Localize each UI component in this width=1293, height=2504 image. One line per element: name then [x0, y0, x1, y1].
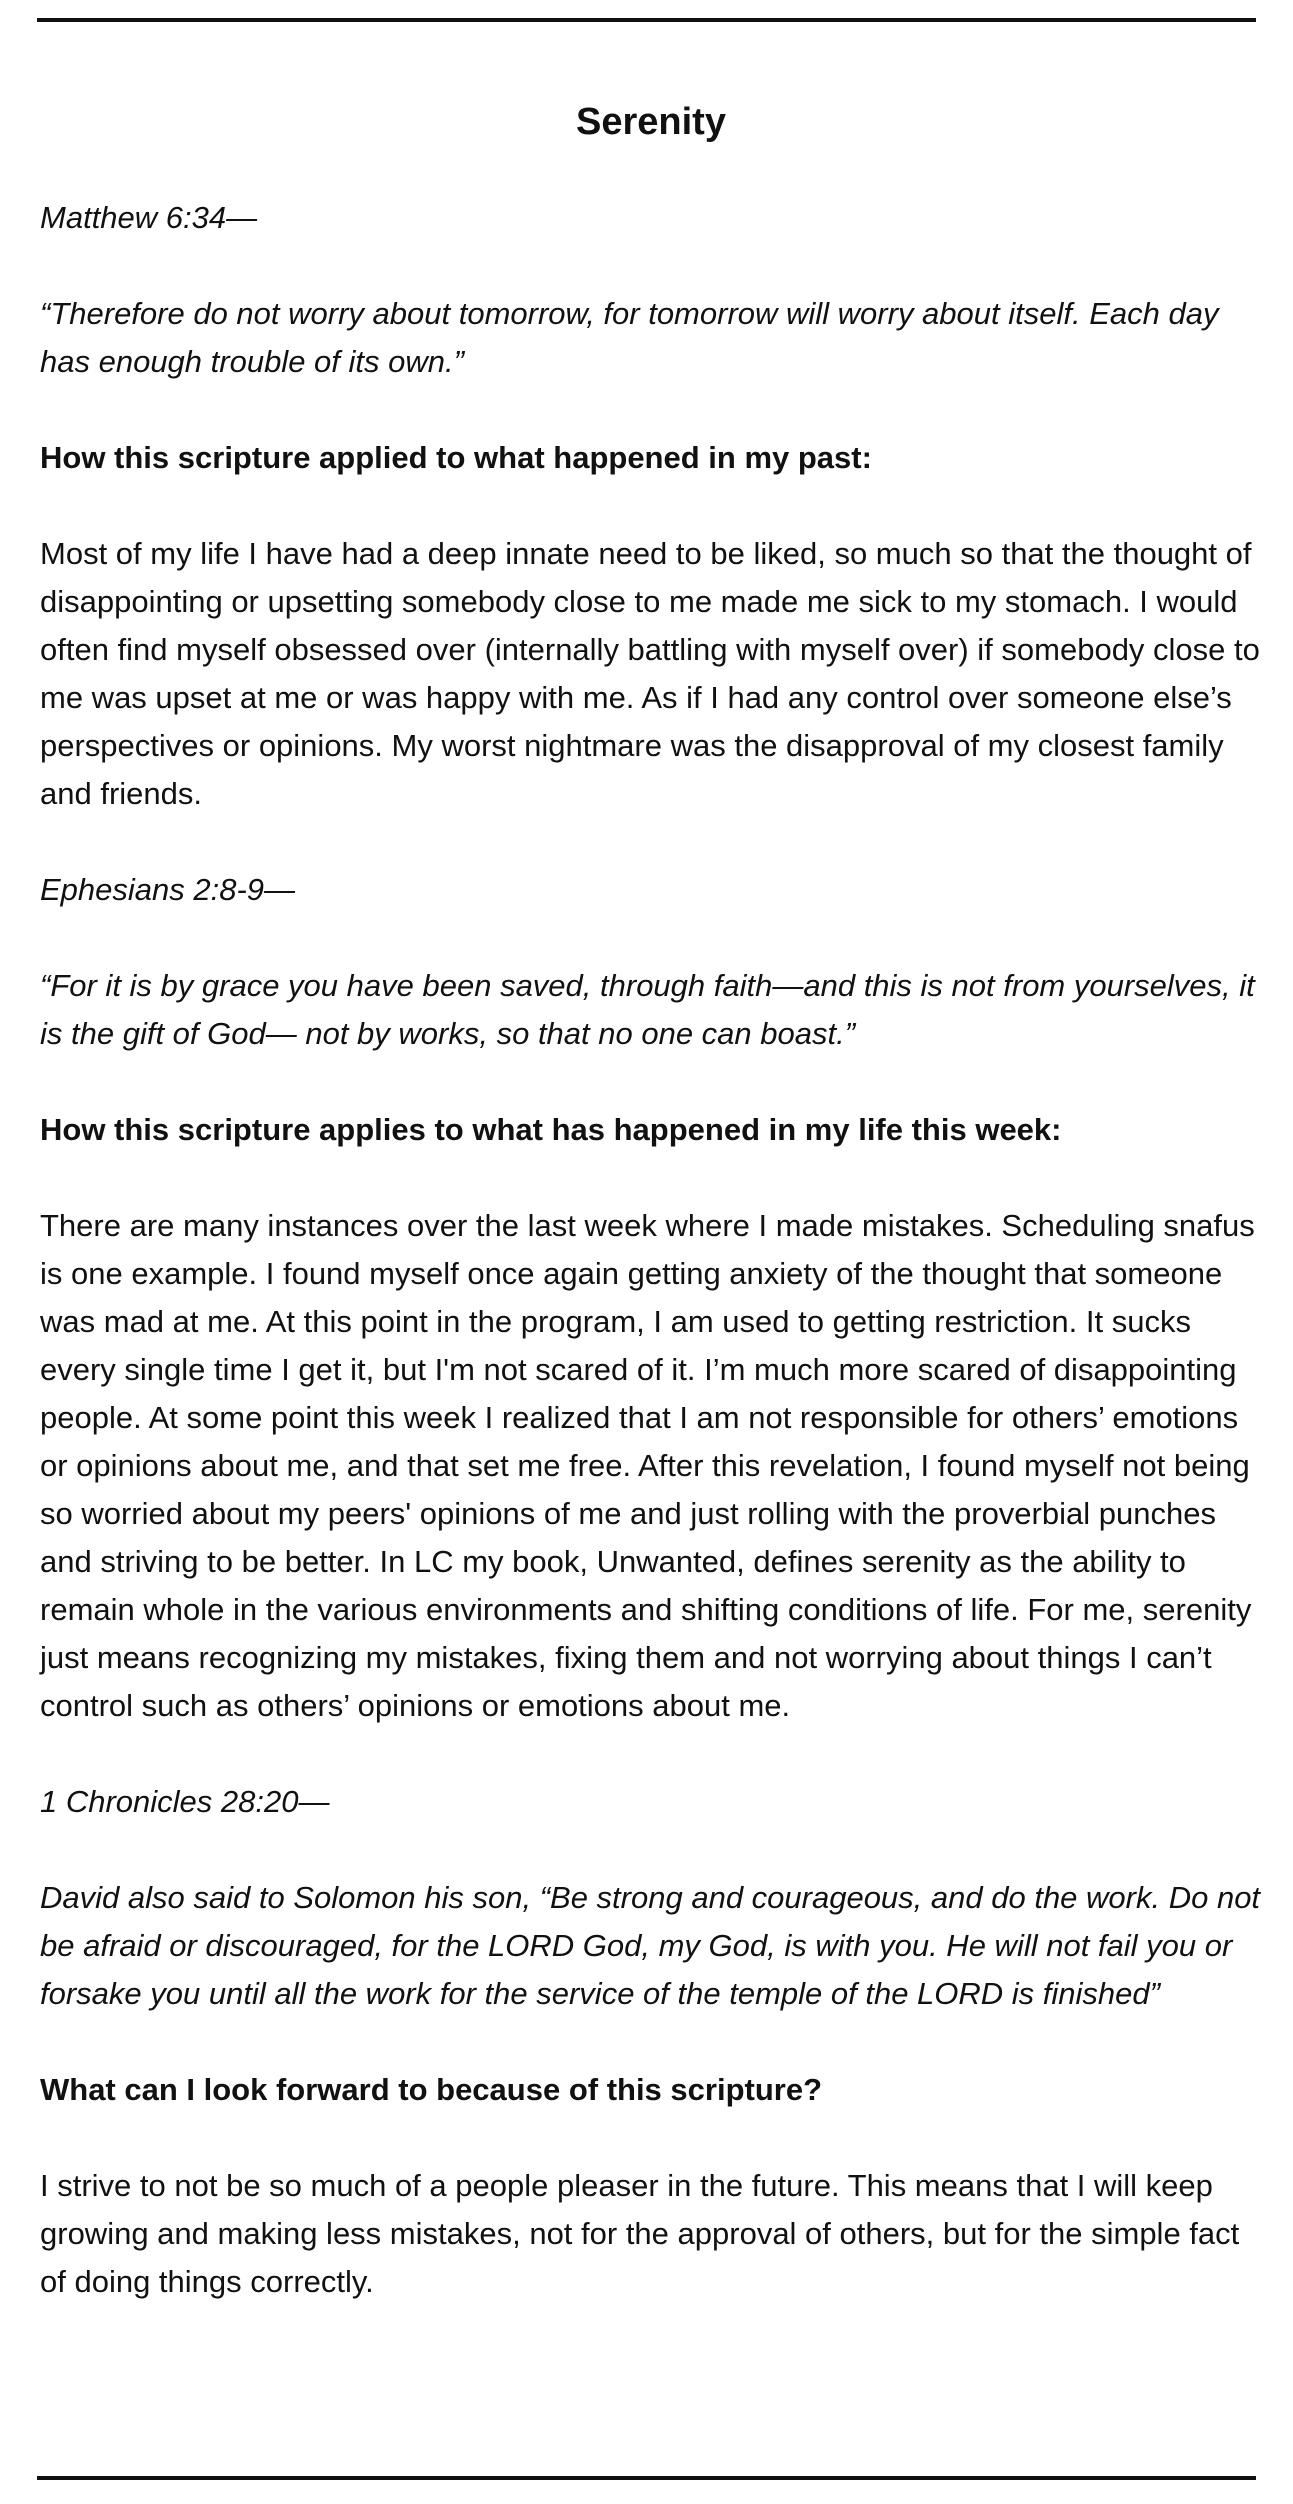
scripture-verse-3: David also said to Solomon his son, “Be strong and courageous, and do the work. Do not be afraid or discouraged, for the LORD God, my God, is with you. He will not fail you or forsake you until all the work for the service of the temple of the LORD is finished” — [40, 1880, 1261, 2011]
section-heading-1: How this scripture applied to what happened in my past: — [40, 440, 872, 475]
top-divider — [37, 18, 1256, 22]
bottom-divider — [37, 2476, 1256, 2480]
section-body-3: I strive to not be so much of a people pleaser in the future. This means that I will keep growing and making less mistakes, not for the approval of others, but for the simple fact of doing things correctly. — [40, 2168, 1240, 2299]
section-heading-2: How this scripture applies to what has happened in my life this week: — [40, 1112, 1062, 1147]
scripture-reference-3: 1 Chronicles 28:20— — [40, 1784, 330, 1819]
scripture-reference-2: Ephesians 2:8-9— — [40, 872, 296, 907]
scripture-verse-2: “For it is by grace you have been saved, through faith—and this is not from yourselves, it is the gift of God— not by works, so that no one can boast.” — [40, 968, 1255, 1051]
section-body-1: Most of my life I have had a deep innate need to be liked, so much so that the thought of disappointing or upsetting somebody close to me made me sick to my stomach. I would often find myself obsessed over (internally battling with myself over) if somebody close to me was upset at me or was happy with me. As if I had any control over someone else’s perspectives or opinions. My worst nightmare was the disapproval of my closest family and friends. — [40, 536, 1260, 811]
section-body-2: There are many instances over the last week where I made mistakes. Scheduling snafus is one example. I found myself once again getting anxiety of the thought that someone was mad at me. At this point in the program, I am used to getting restriction. It sucks every single time I get it, but I'm not scared of it. I’m much more scared of disappointing people. At some point this week I realized that I am not responsible for others’ emotions or opinions about me, and that set me free. After this revelation, I found myself not being so worried about my peers' opinions of me and just rolling with the proverbial punches and striving to be better. In LC my book, Unwanted, defines serenity as the ability to remain whole in the various environments and shifting conditions of life. For me, serenity just means recognizing my mistakes, fixing them and not worrying about things I can’t control such as others’ opinions or emotions about me. — [40, 1208, 1255, 1723]
section-heading-3: What can I look forward to because of this scripture? — [40, 2072, 823, 2107]
document-title: Serenity — [576, 101, 726, 143]
scripture-reference-1: Matthew 6:34— — [40, 200, 258, 235]
scripture-verse-1: “Therefore do not worry about tomorrow, for tomorrow will worry about itself. Each day has enough trouble of its own.” — [40, 296, 1219, 379]
document-body — [40, 96, 1262, 2306]
